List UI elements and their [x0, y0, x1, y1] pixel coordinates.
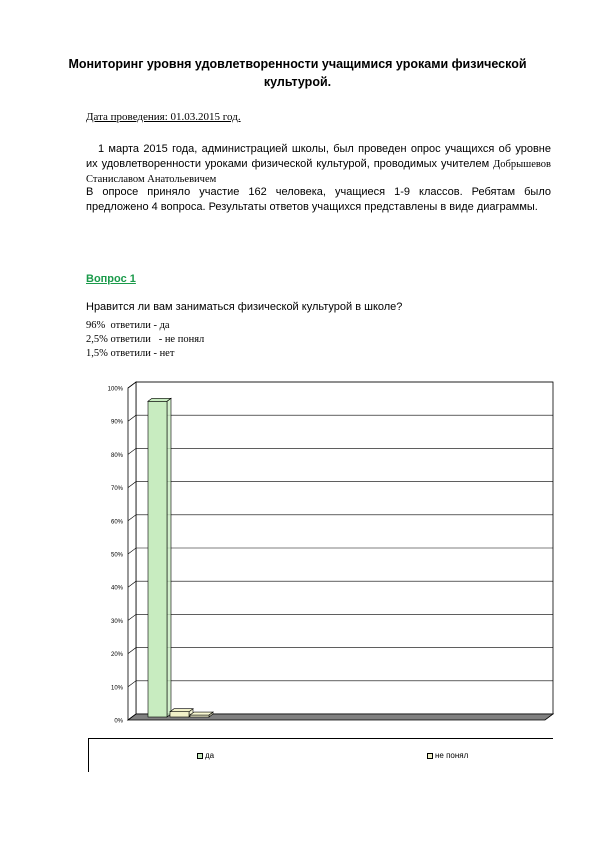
question-1-chart: [0, 375, 595, 735]
bar-side: [167, 398, 171, 717]
question-1-text: Нравится ли вам заниматься физической культурой в школе?: [86, 301, 403, 313]
answer-line: 1,5% ответили - нет: [86, 348, 175, 359]
y-tick-label: 0%: [114, 718, 123, 725]
legend-item-da: [197, 751, 214, 760]
survey-date: Дата проведения: 01.03.2015 год.: [86, 111, 241, 123]
question-1-heading: Вопрос 1: [86, 273, 136, 285]
bar-не понял: [170, 712, 189, 717]
answer-line: 96% ответили - да: [86, 320, 170, 331]
y-tick-label: 80%: [110, 452, 123, 459]
question-1-answers: [86, 319, 204, 361]
y-tick-label: 10%: [110, 685, 123, 692]
y-tick-label: 100%: [107, 386, 123, 393]
y-tick-label: 20%: [110, 652, 123, 659]
teacher-name: Добрышевов Станиславом Анатольевичем: [86, 158, 551, 185]
y-tick-label: 70%: [110, 486, 123, 493]
intro-text: 1 марта 2015 года, администрацией школы, был проведен опрос учащихся об уровне их удовлетворенности уроками физической культурой, проводимых учителем: [86, 143, 551, 170]
y-tick-label: 60%: [110, 519, 123, 526]
answer-line: 2,5% ответили - не понял: [86, 334, 205, 345]
y-tick-label: 50%: [110, 552, 123, 559]
intro-paragraph: [86, 142, 551, 188]
participants-paragraph: В опросе приняло участие 162 человека, учащиеся 1-9 классов. Ребятам было предложено 4 вопроса. Результаты ответов учащихся представлены в виде диаграммы.: [86, 186, 551, 213]
legend-item-ne-ponyal: [427, 751, 468, 760]
legend-swatch: [197, 753, 203, 759]
y-tick-label: 30%: [110, 618, 123, 625]
bar-да: [148, 401, 167, 717]
legend-label: не понял: [435, 751, 469, 760]
legend-swatch: [427, 753, 433, 759]
legend-label: да: [205, 751, 215, 760]
y-tick-label: 40%: [110, 585, 123, 592]
document-title: Мониторинг уровня удовлетворенности учащимися уроками физической культурой.: [68, 57, 527, 89]
bar-top: [170, 709, 193, 712]
bar-top: [190, 712, 213, 715]
y-tick-label: 90%: [110, 419, 123, 426]
chart-legend: [88, 738, 553, 772]
bar-top: [148, 398, 171, 401]
